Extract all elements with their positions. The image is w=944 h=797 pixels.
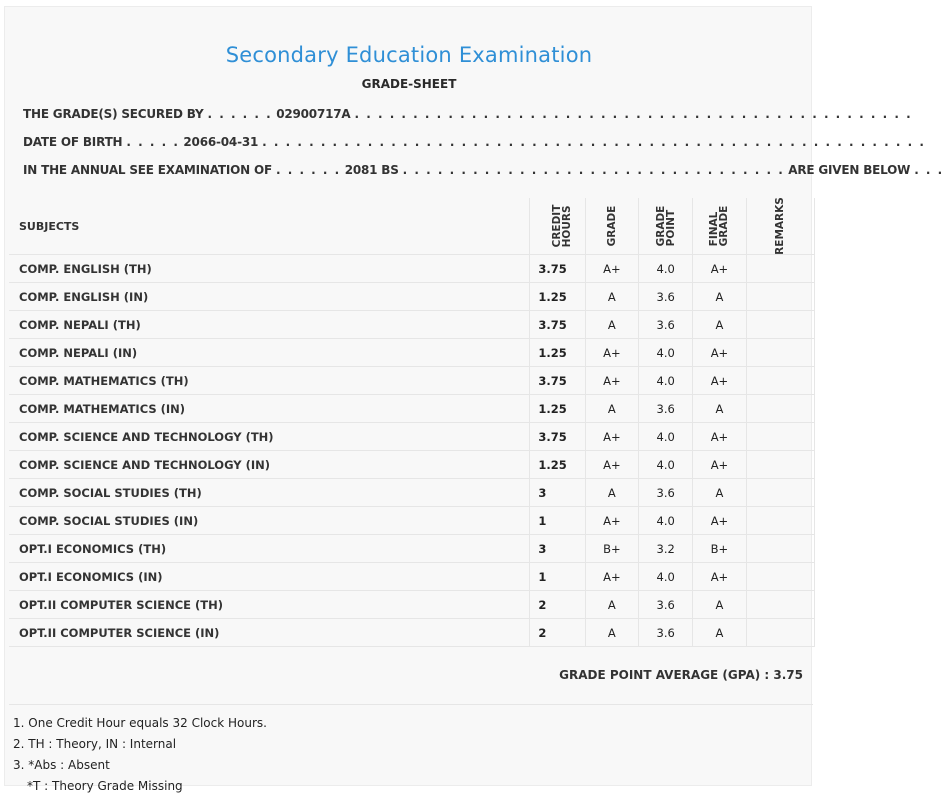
table-row (9, 395, 815, 423)
gpa-line (559, 668, 803, 682)
final-grade-cell: A+ (693, 451, 746, 479)
grade-point-cell: 3.2 (639, 535, 693, 563)
final-grade-cell: A (693, 479, 746, 507)
credit-hours-cell: 1 (530, 507, 585, 535)
subject-cell: COMP. SCIENCE AND TECHNOLOGY (TH) (9, 423, 530, 451)
final-grade-cell: A+ (693, 367, 746, 395)
dots: . . . (914, 163, 944, 177)
table-row (9, 255, 815, 283)
grade-sheet-subtitle: GRADE-SHEET (361, 77, 457, 91)
dob-value: 2066-04-31 (183, 135, 259, 149)
subject-cell: OPT.I ECONOMICS (IN) (9, 563, 530, 591)
remarks-cell (746, 563, 814, 591)
dob-label: DATE OF BIRTH (23, 135, 123, 149)
grade-header (585, 198, 638, 255)
grade-point-cell: 4.0 (639, 507, 693, 535)
final-grade-cell: A+ (693, 339, 746, 367)
subject-cell: COMP. ENGLISH (IN) (9, 283, 530, 311)
grade-point-cell: 4.0 (639, 339, 693, 367)
subject-cell: OPT.II COMPUTER SCIENCE (TH) (9, 591, 530, 619)
remarks-cell (746, 283, 814, 311)
final-grade-cell: B+ (693, 535, 746, 563)
remarks-cell (746, 367, 814, 395)
subject-cell: OPT.II COMPUTER SCIENCE (IN) (9, 619, 530, 647)
table-row (9, 591, 815, 619)
remarks-cell (746, 255, 814, 283)
credit-header-line2: HOURS (560, 205, 573, 248)
grade-point-cell: 3.6 (639, 479, 693, 507)
note-item: *T : Theory Grade Missing (27, 779, 183, 793)
grade-point-cell: 3.6 (639, 591, 693, 619)
exam-label: IN THE ANNUAL SEE EXAMINATION OF (23, 163, 272, 177)
credit-hours-cell: 2 (530, 591, 585, 619)
remarks-cell (746, 479, 814, 507)
remarks-header (746, 198, 814, 255)
grade-point-cell: 4.0 (639, 451, 693, 479)
grade-cell: A (585, 311, 638, 339)
table-row (9, 479, 815, 507)
credit-hours-cell: 1 (530, 563, 585, 591)
grade-cell: A+ (585, 451, 638, 479)
grade-cell: B+ (585, 535, 638, 563)
grade-point-header (639, 198, 693, 255)
exam-title: Secondary Education Examination (225, 43, 593, 67)
grade-point-cell: 4.0 (639, 367, 693, 395)
final-grade-cell: A+ (693, 563, 746, 591)
table-row (9, 563, 815, 591)
remarks-cell (746, 591, 814, 619)
grade-cell: A (585, 619, 638, 647)
credit-hours-header (530, 198, 585, 255)
dots: . . . . . . . . . . . . . . . . . . . . . . . . . . . . . . . . . . . . . . . . . . . . . . . . (354, 107, 913, 121)
notes (13, 713, 267, 797)
remarks-cell (746, 423, 814, 451)
final-grade-cell: A+ (693, 507, 746, 535)
grade-cell: A (585, 591, 638, 619)
final-grade-cell: A (693, 619, 746, 647)
grade-point-header-line1: GRADE (654, 205, 667, 247)
grade-point-cell: 4.0 (639, 563, 693, 591)
credit-hours-cell: 3.75 (530, 423, 585, 451)
credit-hours-cell: 2 (530, 619, 585, 647)
credit-hours-cell: 1.25 (530, 283, 585, 311)
credit-hours-cell: 3.75 (530, 367, 585, 395)
remarks-cell (746, 339, 814, 367)
credit-hours-cell: 1.25 (530, 451, 585, 479)
grade-cell: A+ (585, 507, 638, 535)
gpa-value: 3.75 (773, 668, 803, 682)
subject-cell: COMP. NEPALI (IN) (9, 339, 530, 367)
final-grade-cell: A+ (693, 423, 746, 451)
remarks-cell (746, 619, 814, 647)
table-row (9, 283, 815, 311)
final-grade-cell: A (693, 311, 746, 339)
remarks-cell (746, 451, 814, 479)
credit-hours-cell: 1.25 (530, 395, 585, 423)
table-row (9, 535, 815, 563)
subject-cell: COMP. SCIENCE AND TECHNOLOGY (IN) (9, 451, 530, 479)
dots: . . . . . . (207, 107, 273, 121)
note-item: 1. One Credit Hour equals 32 Clock Hours. (13, 716, 267, 730)
dots: . . . . . (126, 135, 180, 149)
grade-point-header-line2: POINT (664, 209, 677, 247)
grade-point-cell: 3.6 (639, 311, 693, 339)
subjects-header: SUBJECTS (9, 198, 530, 255)
grade-cell: A+ (585, 563, 638, 591)
subject-cell: COMP. SOCIAL STUDIES (IN) (9, 507, 530, 535)
dots: . . . . . . (275, 163, 341, 177)
remarks-header-text: REMARKS (774, 197, 787, 255)
grade-point-cell: 3.6 (639, 283, 693, 311)
remarks-cell (746, 507, 814, 535)
gpa-label: GRADE POINT AVERAGE (GPA) : (559, 668, 770, 682)
final-grade-cell: A (693, 395, 746, 423)
final-grade-header-line2: GRADE (718, 205, 731, 247)
credit-hours-cell: 3 (530, 535, 585, 563)
table-row (9, 507, 815, 535)
remarks-cell (746, 535, 814, 563)
note-item: 2. TH : Theory, IN : Internal (13, 737, 177, 751)
grade-point-cell: 4.0 (639, 423, 693, 451)
table-header-row (9, 198, 815, 255)
subject-cell: OPT.I ECONOMICS (TH) (9, 535, 530, 563)
secured-by-line (23, 107, 912, 121)
subject-cell: COMP. MATHEMATICS (IN) (9, 395, 530, 423)
grade-cell: A (585, 283, 638, 311)
grade-cell: A+ (585, 339, 638, 367)
grade-cell: A (585, 395, 638, 423)
table-row (9, 367, 815, 395)
grade-cell: A+ (585, 367, 638, 395)
table-row (9, 619, 815, 647)
credit-hours-cell: 3.75 (530, 311, 585, 339)
grade-header-text: GRADE (605, 205, 618, 247)
grade-point-cell: 3.6 (639, 395, 693, 423)
subject-cell: COMP. SOCIAL STUDIES (TH) (9, 479, 530, 507)
given-below-label: ARE GIVEN BELOW (788, 163, 911, 177)
grade-point-cell: 4.0 (639, 255, 693, 283)
subject-cell: COMP. NEPALI (TH) (9, 311, 530, 339)
credit-hours-cell: 3 (530, 479, 585, 507)
symbol-number: 02900717A (276, 107, 351, 121)
grades-table (9, 198, 815, 647)
grade-sheet (4, 6, 944, 793)
grade-cell: A (585, 479, 638, 507)
table-row (9, 311, 815, 339)
table-row (9, 339, 815, 367)
note-item: 3. *Abs : Absent (13, 758, 110, 772)
final-grade-header (693, 198, 746, 255)
divider (9, 704, 813, 705)
table-row (9, 423, 815, 451)
final-grade-cell: A (693, 591, 746, 619)
grade-cell: A+ (585, 423, 638, 451)
table-row (9, 451, 815, 479)
exam-line (23, 163, 944, 177)
grade-point-cell: 3.6 (639, 619, 693, 647)
secured-by-label: THE GRADE(S) SECURED BY (23, 107, 204, 121)
subject-cell: COMP. MATHEMATICS (TH) (9, 367, 530, 395)
dots: . . . . . . . . . . . . . . . . . . . . . . . . . . . . . . . . . . . . . . . . . . . . . . . . . . . . . . . . . (262, 135, 926, 149)
credit-header-line1: CREDIT (550, 204, 563, 248)
credit-hours-cell: 3.75 (530, 255, 585, 283)
credit-hours-cell: 1.25 (530, 339, 585, 367)
final-grade-cell: A (693, 283, 746, 311)
remarks-cell (746, 395, 814, 423)
final-grade-cell: A+ (693, 255, 746, 283)
final-grade-header-line1: FINAL (708, 211, 721, 247)
dots: . . . . . . . . . . . . . . . . . . . . . . . . . . . . . . . . . (402, 163, 785, 177)
subject-cell: COMP. ENGLISH (TH) (9, 255, 530, 283)
dob-line (23, 135, 925, 149)
remarks-cell (746, 311, 814, 339)
exam-year: 2081 BS (344, 163, 399, 177)
grade-cell: A+ (585, 255, 638, 283)
